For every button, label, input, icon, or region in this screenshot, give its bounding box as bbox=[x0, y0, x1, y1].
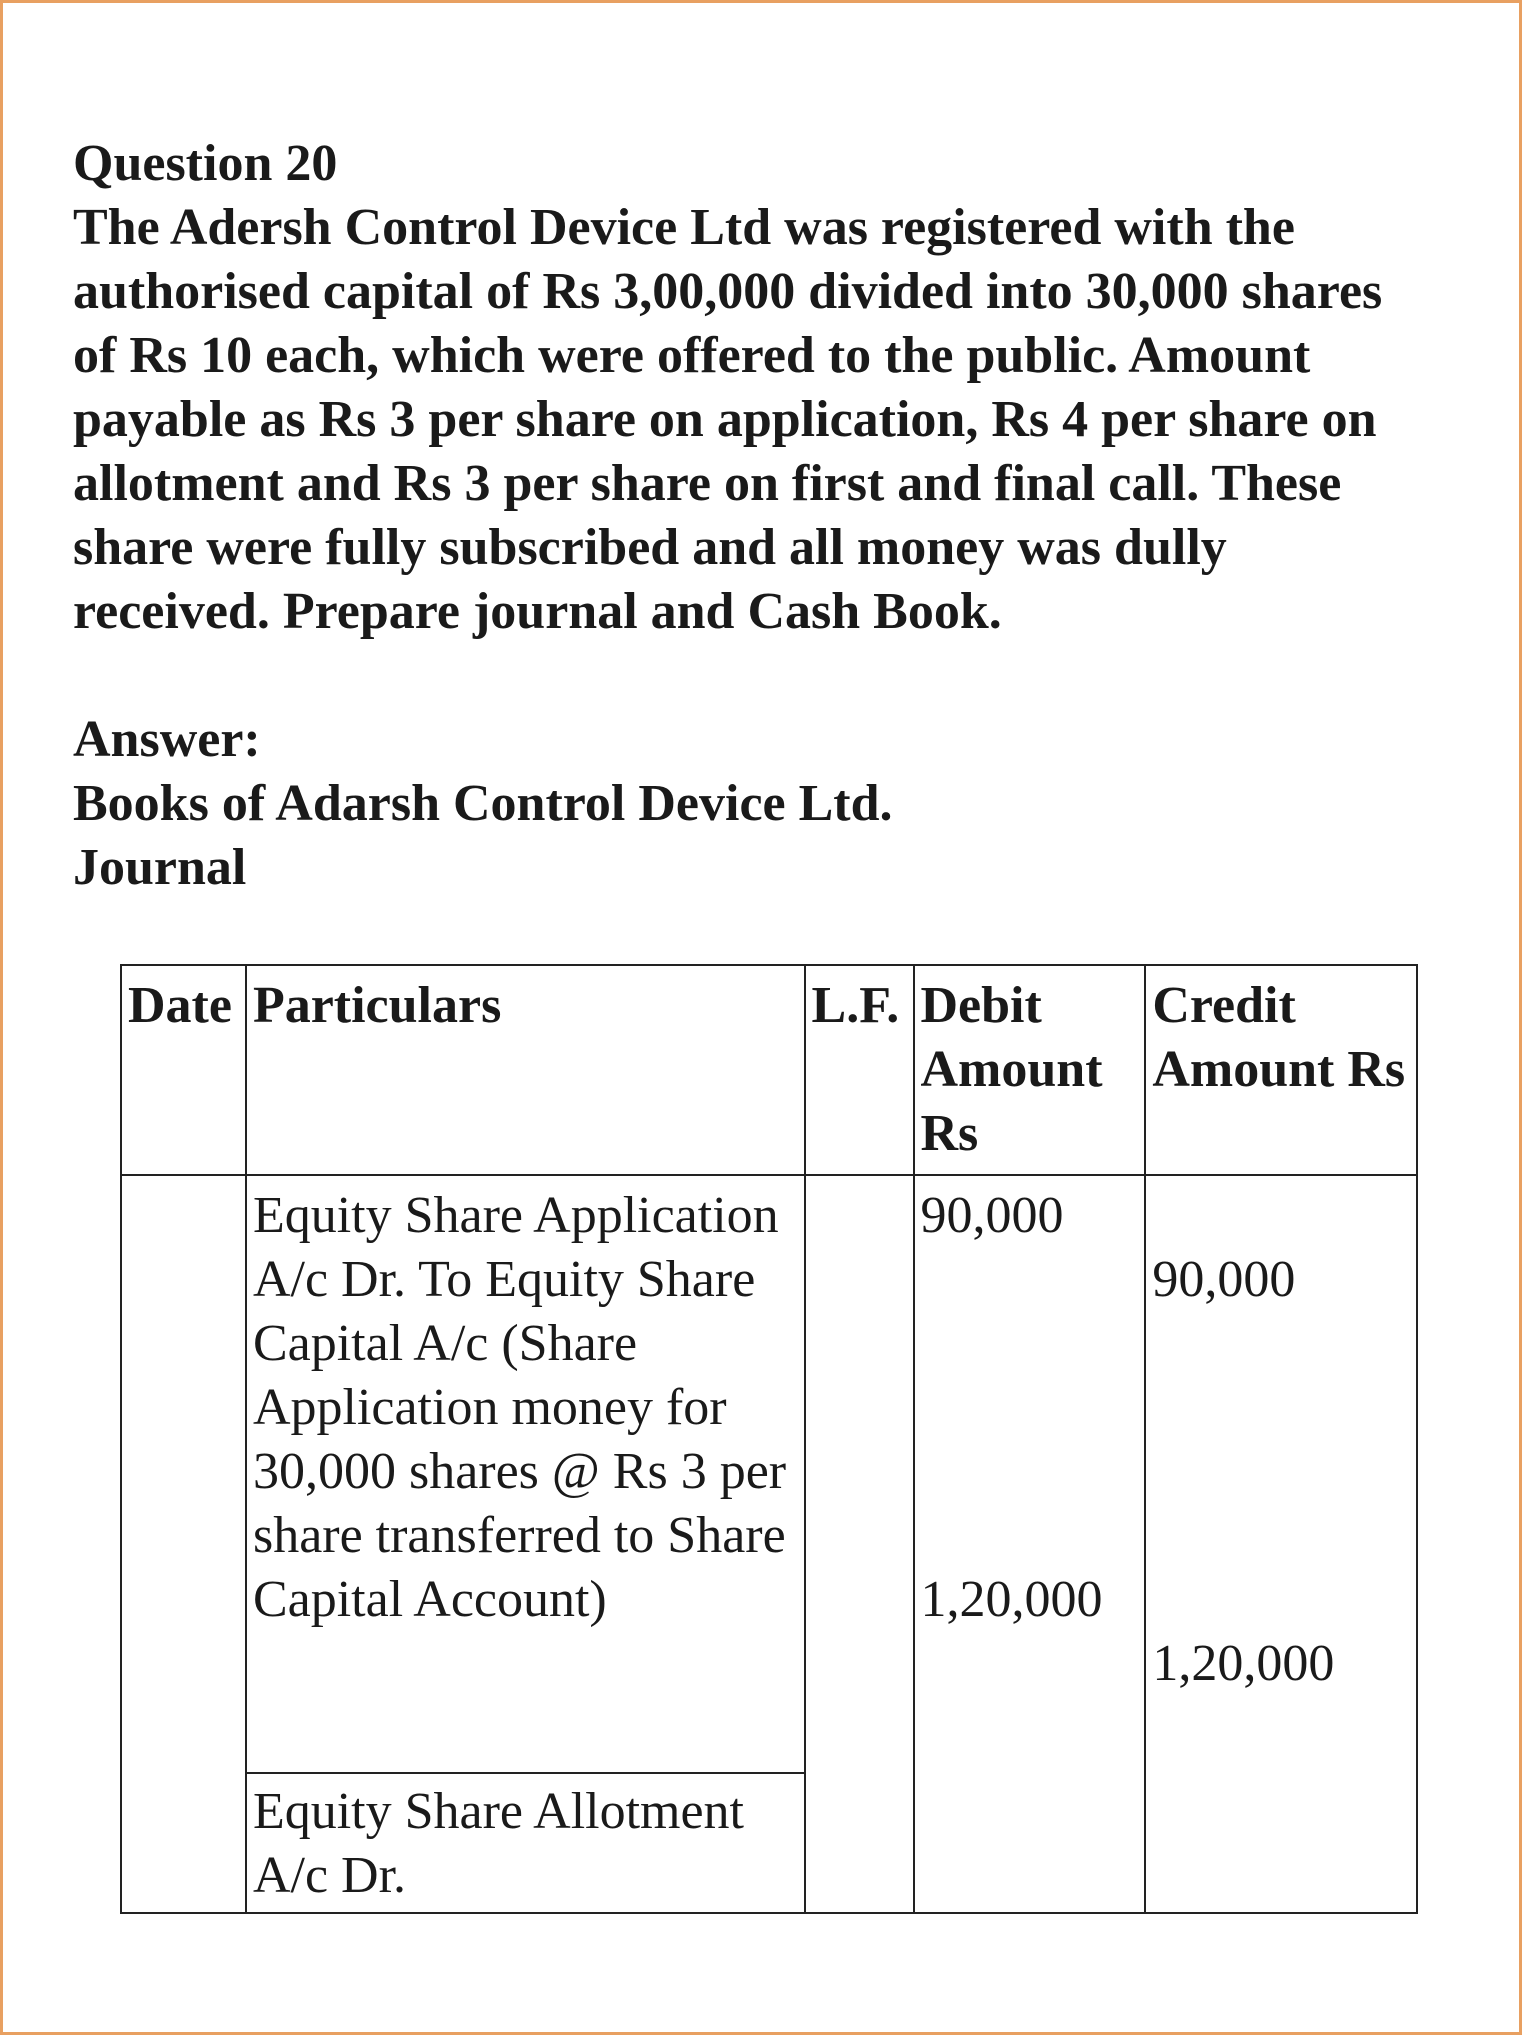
header-date: Date bbox=[121, 965, 246, 1175]
table-header-row bbox=[121, 965, 1417, 1175]
debit-cell bbox=[914, 1175, 1146, 1913]
header-lf: L.F. bbox=[805, 965, 914, 1175]
table-row bbox=[121, 1175, 1417, 1913]
header-particulars: Particulars bbox=[246, 965, 805, 1175]
particulars-cell bbox=[246, 1175, 805, 1913]
lf-cell bbox=[805, 1175, 914, 1913]
document-content bbox=[73, 132, 1453, 900]
entry2-particulars: Equity Share Allotment A/c Dr. bbox=[247, 1772, 804, 1912]
books-title: Books of Adarsh Control Device Ltd. bbox=[73, 775, 893, 832]
header-debit: Debit Amount Rs bbox=[914, 965, 1146, 1175]
date-cell bbox=[121, 1175, 246, 1913]
question-text: The Adersh Control Device Ltd was registered with the authorised capital of Rs 3,00,000 divided into 30,000 shares of Rs 10 each, which were offered to the public. Amount payable as Rs 3 per share on application, Rs 4 per share on allotment and Rs 3 per share on first and final call. These share were fully subscribed and all money was dully received. Prepare journal and Cash Book. bbox=[73, 199, 1383, 640]
debit-amount-2: 1,20,000 bbox=[920, 1571, 1103, 1628]
header-credit: Credit Amount Rs bbox=[1145, 965, 1417, 1175]
journal-table bbox=[120, 964, 1418, 1914]
debit-amount-1: 90,000 bbox=[920, 1187, 1064, 1244]
credit-amount-1: 90,000 bbox=[1152, 1251, 1296, 1308]
journal-title: Journal bbox=[73, 839, 247, 896]
entry1-particulars: Equity Share Application A/c Dr. To Equity Share Capital A/c (Share Application money for 30,000 shares @ Rs 3 per share transferred to Share Capital Account) bbox=[252, 1187, 787, 1628]
question-title: Question 20 bbox=[73, 135, 338, 192]
credit-amount-2: 1,20,000 bbox=[1152, 1635, 1335, 1692]
answer-label: Answer: bbox=[73, 711, 261, 768]
credit-cell bbox=[1145, 1175, 1417, 1913]
